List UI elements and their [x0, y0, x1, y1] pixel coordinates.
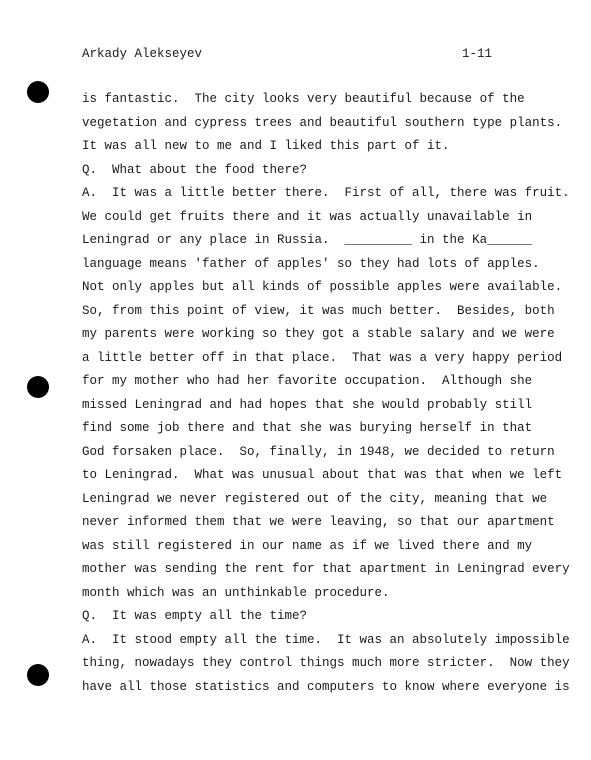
page-header: [82, 45, 492, 63]
text-line: never informed them that we were leaving, so that our apartment: [82, 515, 555, 529]
text-line: a little better off in that place. That was a very happy period: [82, 350, 563, 365]
page-number: 1-11: [461, 47, 492, 61]
answer-line: A. It was a little better there. First of all, there was fruit.: [82, 186, 570, 200]
answer-line: A. It stood empty all the time. It was an absolutely impossible: [82, 632, 570, 647]
text-line: It was all new to me and I liked this part of it.: [82, 139, 450, 153]
text-line: We could get fruits there and it was actually unavailable in: [82, 209, 533, 224]
text-line: Not only apples but all kinds of possible apples were available.: [82, 280, 563, 294]
text-line: missed Leningrad and had hopes that she would probably still: [82, 397, 533, 412]
text-line: find some job there and that she was burying herself in that: [82, 421, 533, 435]
question-line: Q. It was empty all the time?: [82, 609, 308, 623]
text-line: thing, nowadays they control things much more stricter. Now they: [82, 656, 570, 670]
text-line: mother was sending the rent for that apartment in Leningrad every: [82, 562, 570, 576]
punch-hole-bottom: [27, 664, 49, 686]
text-line: language means 'father of apples' so they had lots of apples.: [82, 256, 540, 271]
text-line: vegetation and cypress trees and beautiful southern type plants.: [82, 115, 563, 130]
text-line: Leningrad we never registered out of the city, meaning that we: [82, 491, 548, 506]
punch-hole-top: [27, 81, 49, 103]
transcript-body: [82, 90, 570, 701]
text-line: is fantastic. The city looks very beautiful because of the: [82, 92, 525, 106]
text-line: to Leningrad. What was unusual about that was that when we left: [82, 468, 563, 482]
text-line: So, from this point of view, it was much better. Besides, both: [82, 303, 555, 318]
text-line: for my mother who had her favorite occupation. Although she: [82, 374, 533, 388]
punch-hole-middle: [27, 376, 49, 398]
text-line: Leningrad or any place in Russia. _________ in the Ka______: [82, 233, 533, 247]
interviewee-name: Arkady Alekseyev: [82, 47, 203, 61]
text-line: was still registered in our name as if we lived there and my: [82, 538, 533, 553]
text-line: God forsaken place. So, finally, in 1948, we decided to return: [82, 444, 555, 459]
question-line: Q. What about the food there?: [82, 162, 308, 177]
text-line: have all those statistics and computers to know where everyone is: [82, 679, 570, 694]
text-line: month which was an unthinkable procedure.: [82, 585, 390, 600]
text-line: my parents were working so they got a stable salary and we were: [82, 327, 555, 341]
